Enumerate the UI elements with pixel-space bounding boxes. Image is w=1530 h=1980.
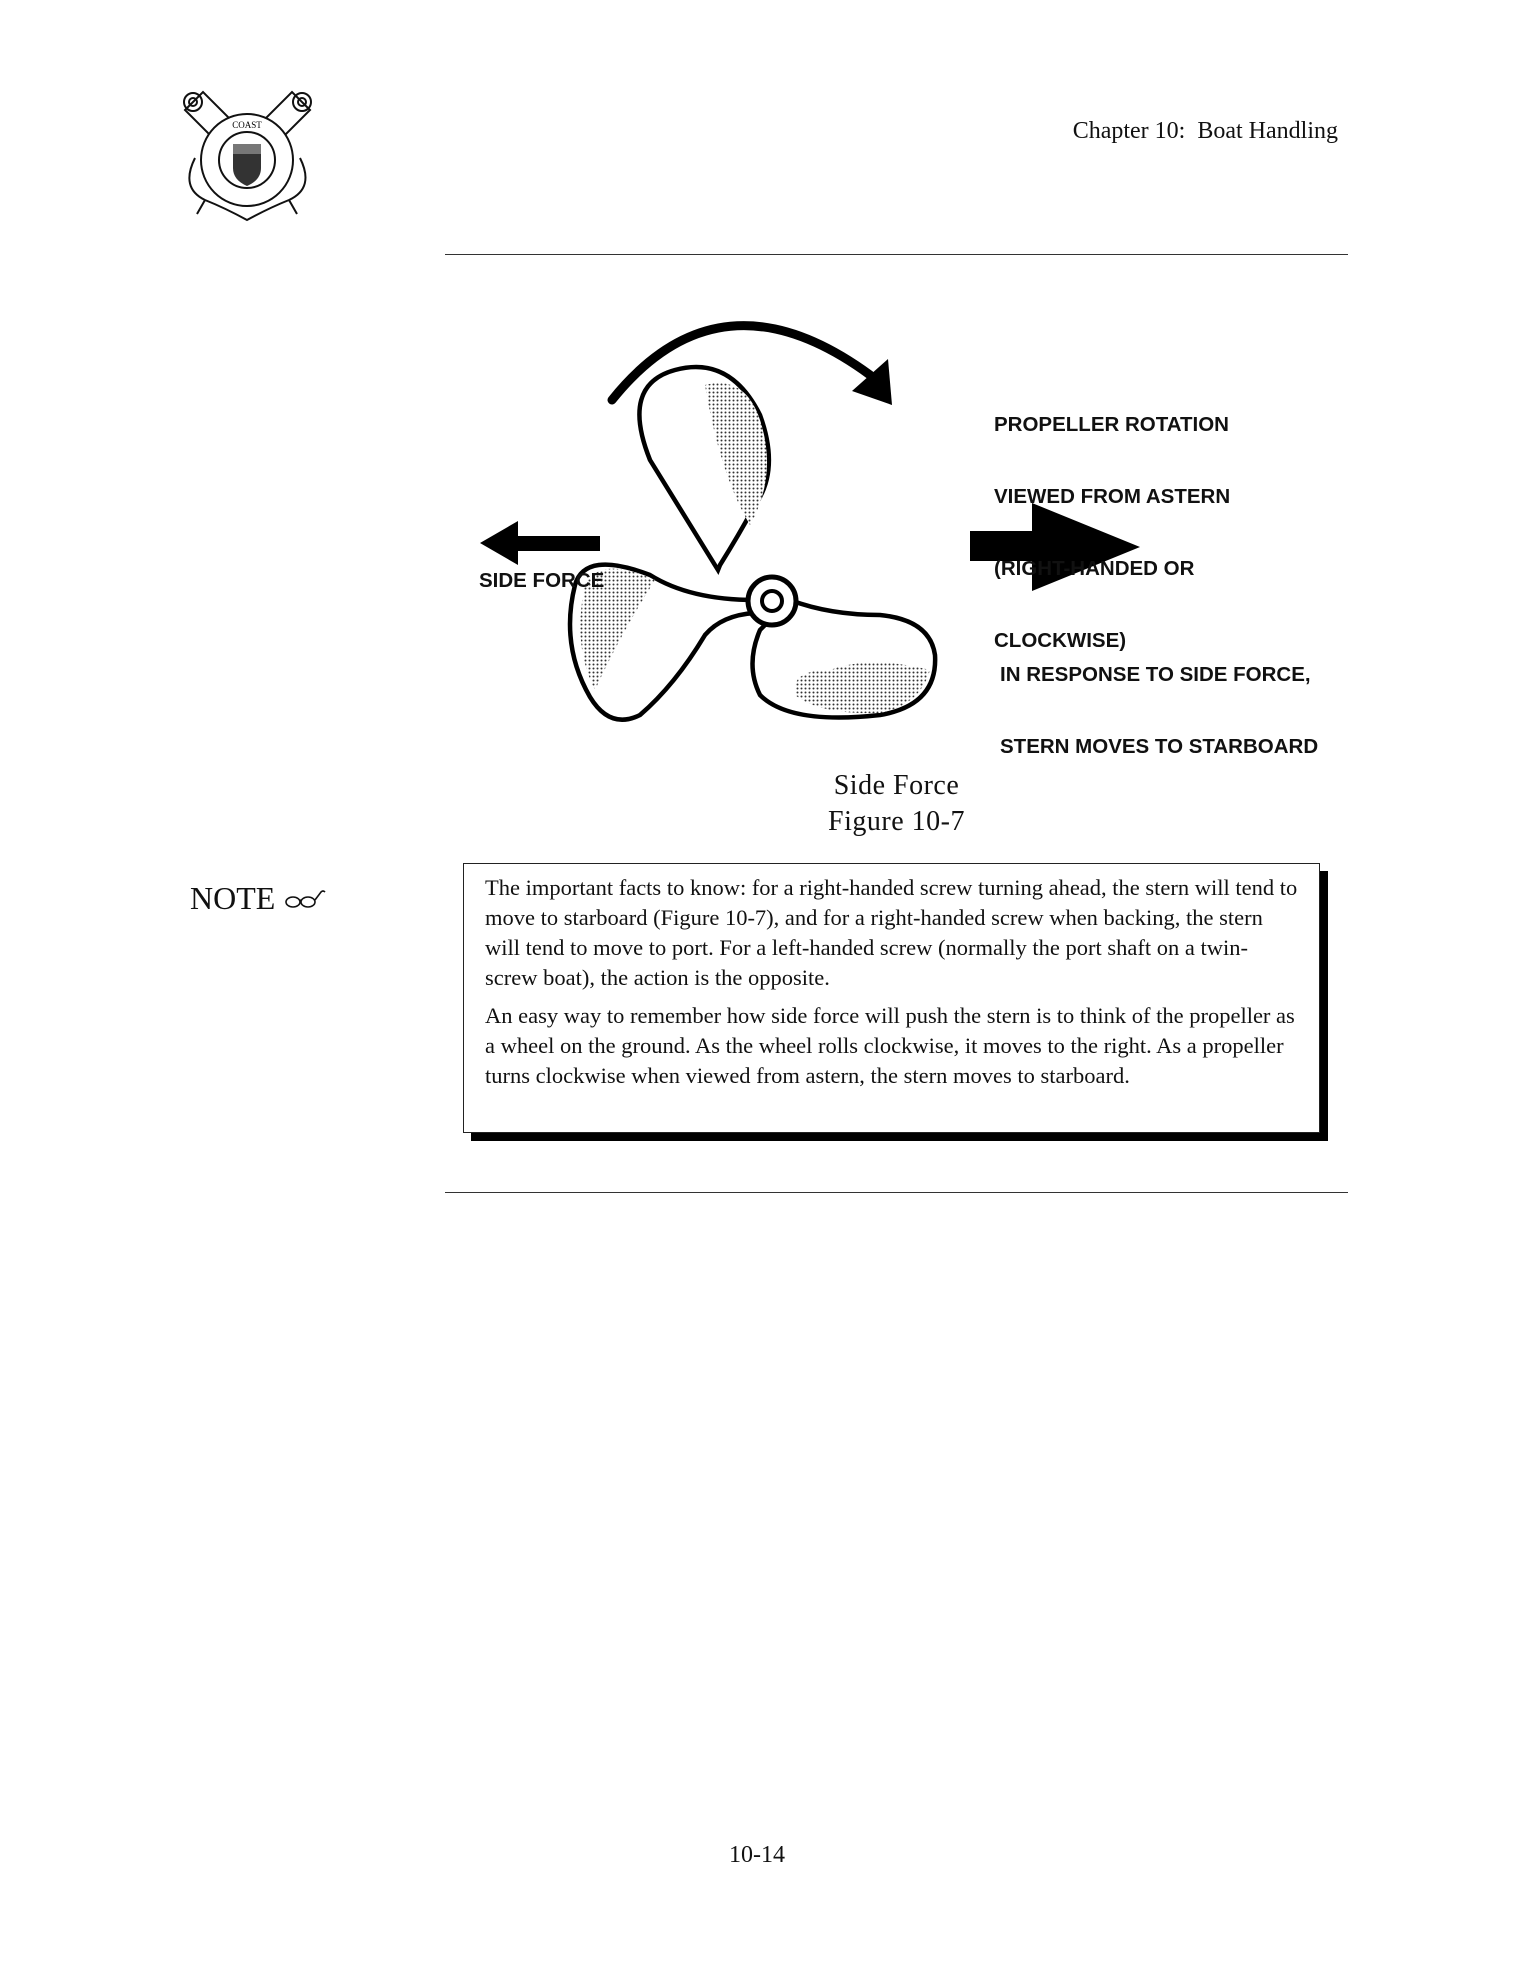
rotation-label-line: VIEWED FROM ASTERN (994, 485, 1231, 508)
note-label-text: NOTE (190, 880, 276, 916)
side-force-arrow (480, 521, 600, 565)
figure-caption-title: Side Force (833, 770, 960, 801)
rotation-label-line: CLOCKWISE) (994, 629, 1127, 652)
coast-guard-seal-logo (175, 88, 320, 226)
side-force-figure (460, 275, 1345, 765)
eyeglasses-icon (283, 889, 327, 911)
note-paragraph: The important facts to know: for a right-handed screw turning ahead, the stern will tend to move to starboard (Figure 10-7), and for a right-handed screw when backing, the stern will tend to move to port. For a left-handed screw (normally the port shaft on a twin-screw boat), the action is the opposite. (485, 875, 1298, 990)
bottom-divider (445, 1192, 1348, 1193)
response-label-line: STERN MOVES TO STARBOARD (1000, 735, 1319, 758)
response-label-line: IN RESPONSE TO SIDE FORCE, (1000, 663, 1311, 686)
note-label (190, 880, 327, 917)
svg-text:COAST: COAST (232, 120, 262, 130)
rotation-label-line: (RIGHT-HANDED OR (994, 557, 1195, 580)
chapter-header: Chapter 10: Boat Handling (1072, 118, 1338, 144)
note-box (463, 863, 1320, 1133)
rotation-label-line: PROPELLER ROTATION (994, 413, 1229, 436)
figure-caption-number: Figure 10-7 (828, 806, 965, 837)
top-divider (445, 254, 1348, 255)
note-paragraph: An easy way to remember how side force will push the stern is to think of the propeller as a wheel on the ground. As the wheel rolls clockwise, it moves to the right. As a propeller turns clockwise when viewed from astern, the stern moves to starboard. (485, 1003, 1295, 1088)
side-force-label: SIDE FORCE (479, 569, 605, 592)
page-number: 10-14 (729, 1842, 785, 1868)
